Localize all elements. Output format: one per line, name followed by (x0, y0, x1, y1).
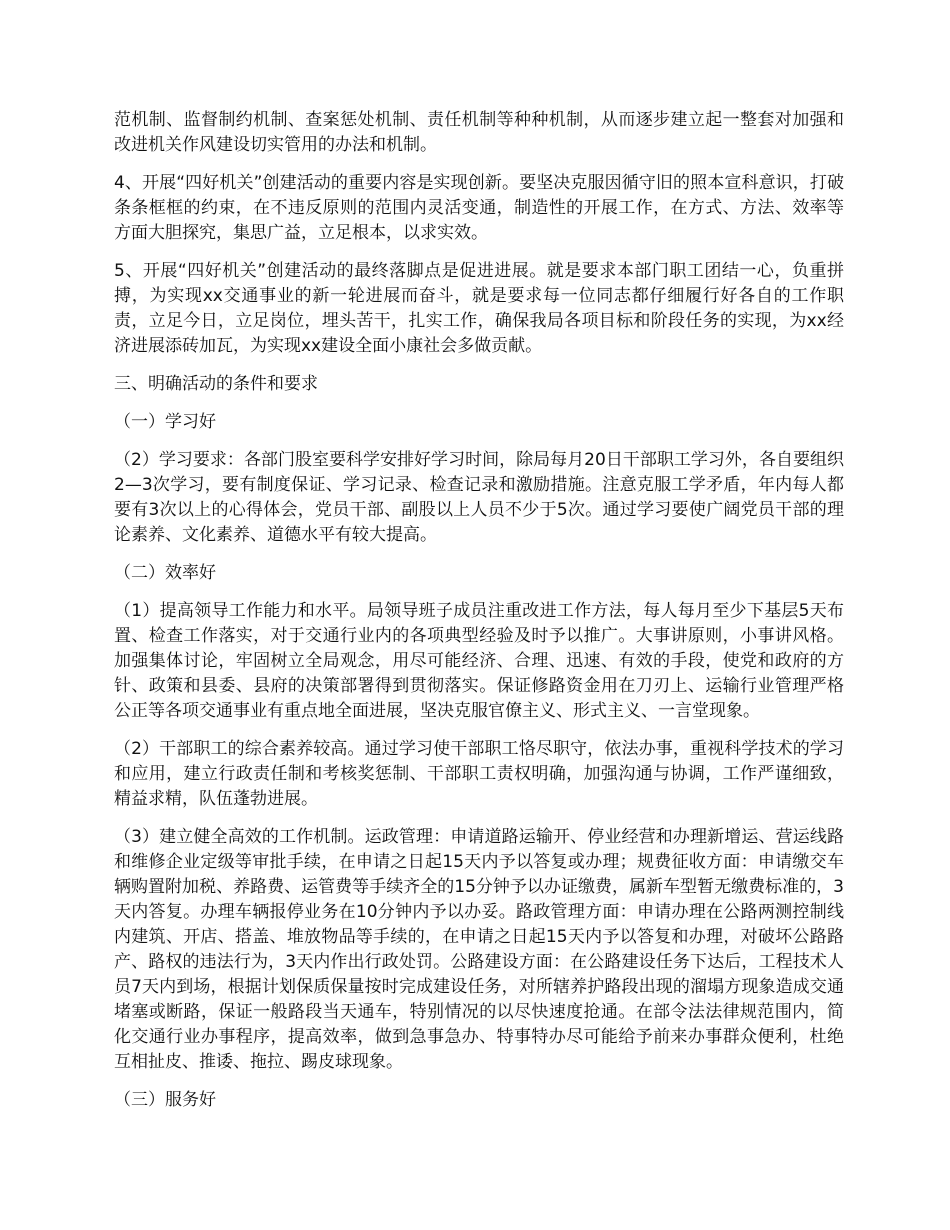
subheading-service-well: （三）服务好 (114, 1090, 216, 1110)
paragraph-staff-quality: （2）干部职工的综合素养较高。通过学习使干部职工恪尽职守，依法办事，重视科学技术的学习和应用，建立行政责任制和考核奖惩制、干部职工责权明确，加强沟通与协调，工作严谨细致，精益求精，队伍蓬勃进展。 (114, 739, 844, 809)
subheading-study-well: （一）学习好 (114, 412, 216, 432)
document-body (114, 108, 844, 1126)
paragraph-study-requirements: （2）学习要求：各部门股室要科学安排好学习时间，除局每月20日干部职工学习外，各自要组织2—3次学习，要有制度保证、学习记录、检查记录和激励措施。注意克服工学矛盾，年内每人都要有3次以上的心得体会，党员干部、副股以上人员不少于5次。通过学习要使广阔党员干部的理论素养、文化素养、道德水平有较大提高。 (114, 450, 844, 545)
paragraph-leadership-ability: （1）提高领导工作能力和水平。局领导班子成员注重改进工作方法，每人每月至少下基层5天布置、检查工作落实，对于交通行业内的各项典型经验及时予以推广。大事讲原则，小事讲风格。加强集体讨论，牢固树立全局观念，用尽可能经济、合理、迅速、有效的手段，使党和政府的方针、政策和县委、县府的决策部署得到贯彻落实。保证修路资金用在刀刃上、运输行业管理严格公正等各项交通事业有重点地全面进展，坚决克服官僚主义、形式主义、一言堂现象。 (114, 601, 844, 721)
paragraph-point-5-development: 5、开展“四好机关”创建活动的最终落脚点是促进进展。就是要求本部门职工团结一心，负重拼搏，为实现xx交通事业的新一轮进展而奋斗，就是要求每一位同志都仔细履行好各自的工作职责，立足今日，立足岗位，埋头苦干，扎实工作，确保我局各项目标和阶段任务的实现，为xx经济进展添砖加瓦，为实现xx建设全面小康社会多做贡献。 (114, 261, 844, 356)
paragraph-point-4-innovation: 4、开展“四好机关”创建活动的重要内容是实现创新。要坚决克服因循守旧的照本宣科意识，打破条条框框的约束，在不违反原则的范围内灵活变通，制造性的开展工作，在方式、方法、效率等方面大胆探究，集思广益，立足根本，以求实效。 (114, 173, 844, 243)
paragraph-mechanism-continuation: 范机制、监督制约机制、查案惩处机制、责任机制等种种机制，从而逐步建立起一整套对加强和改进机关作风建设切实管用的办法和机制。 (114, 110, 844, 155)
section-heading-conditions-requirements: 三、明确活动的条件和要求 (114, 374, 318, 394)
subheading-efficiency-well: （二）效率好 (114, 563, 216, 583)
paragraph-work-mechanism: （3）建立健全高效的工作机制。运政管理：申请道路运输开、停业经营和办理新增运、营运线路和维修企业定级等审批手续，在申请之日起15天内予以答复或办理；规费征收方面：申请缴交车辆购置附加税、养路费、运管费等手续齐全的15分钟予以办证缴费，属新车型暂无缴费标准的，3天内答复。办理车辆报停业务在10分钟内予以办妥。路政管理方面：申请办理在公路两测控制线内建筑、开店、搭盖、堆放物品等手续的，在申请之日起15天内予以答复和办理，对破坏公路路产、路权的违法行为，3天内作出行政处罚。公路建设方面：在公路建设任务下达后，工程技术人员7天内到场，根据计划保质保量按时完成建设任务，对所辖养护路段出现的溜塌方现象造成交通堵塞或断路，保证一般路段当天通车，特别情况的以尽快速度抢通。在部令法法律规范围内，简化交通行业办事程序，提高效率，做到急事急办、特事特办尽可能给予前来办事群众便利，杜绝互相扯皮、推诿、拖拉、踢皮球现象。 (114, 827, 844, 1072)
